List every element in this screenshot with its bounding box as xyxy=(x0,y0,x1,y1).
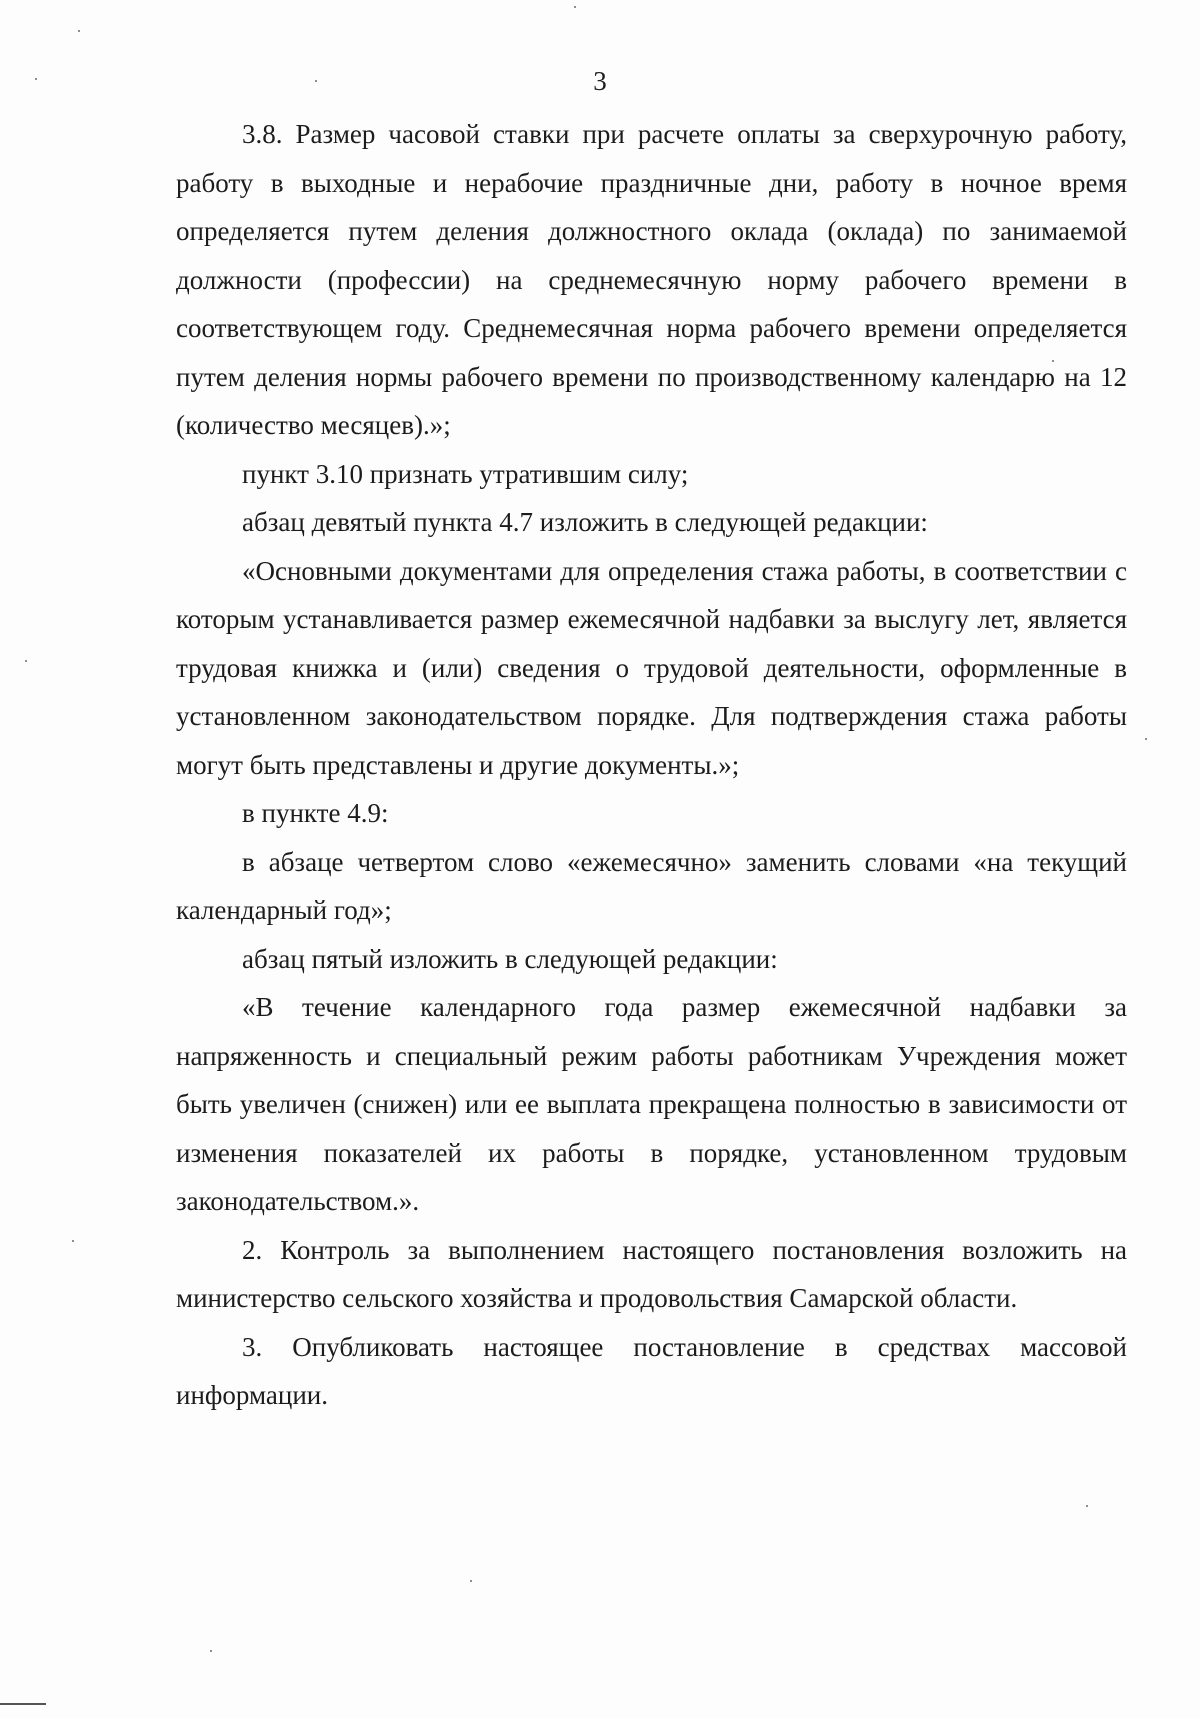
scan-noise-dot xyxy=(35,78,37,80)
paragraph-item-4-9-fourth: в абзаце четвертом слово «ежемесячно» заменить словами «на текущий календарный год»; xyxy=(176,846,1127,925)
paragraph-item-4-9-intro: в пункте 4.9: xyxy=(242,798,389,828)
scan-noise-dot xyxy=(72,1240,74,1242)
paragraph-control: 2. Контроль за выполнением настоящего постановления возложить на министерство сельского хозяйства и продовольствия Самарской области. xyxy=(176,1234,1127,1313)
scan-noise-dot xyxy=(1145,738,1147,740)
paragraph-publish: 3. Опубликовать настоящее постановление в средствах массовой информации. xyxy=(176,1331,1127,1410)
paragraph-item-3-10: пункт 3.10 признать утратившим силу; xyxy=(242,458,689,489)
paragraph-item-4-9-fifth-text: «В течение календарного года размер ежемесячной надбавки за напряженность и специальный режим работы работникам Учреждения может быть увеличен (снижен) или ее выплата прекращена полностью в зависимости от изменения показателей их работы в порядке, установленном трудовым законодательством.». xyxy=(176,992,1127,1216)
scan-noise-dot xyxy=(470,1580,472,1582)
scan-noise-dot xyxy=(78,30,80,32)
paragraph-item-4-7-text: «Основными документами для определения стажа работы, в соответствии с которым устанавливается размер ежемесячной надбавки за выслугу лет, является трудовая книжка и (или) сведения о трудовой деятельности, оформленные в установленном законодательством порядке. Для подтверждения стажа работы могут быть представлены и другие документы.»; xyxy=(176,555,1127,780)
paragraph-item-4-9-fifth-intro: абзац пятый изложить в следующей редакции: xyxy=(242,943,778,974)
scan-noise-dot xyxy=(25,660,27,662)
paragraph-item-4-7-intro: абзац девятый пункта 4.7 изложить в следующей редакции: xyxy=(242,507,928,537)
scan-noise-dot xyxy=(315,80,317,82)
scan-noise-dot xyxy=(210,1650,212,1652)
scan-noise-dot xyxy=(1052,360,1054,362)
document-body xyxy=(176,110,1127,1420)
paragraph-3-8: 3.8. Размер часовой ставки при расчете оплаты за сверхурочную работу, работу в выходные и нерабочие праздничные дни, работу в ночное время определяется путем деления должностного оклада (оклада) по занимаемой должности (профессии) на среднемесячную норму рабочего времени в соответствующем году. Среднемесячная норма рабочего времени определяется путем деления нормы рабочего времени по производственному календарю на 12 (количество месяцев).»; xyxy=(176,119,1127,440)
scan-noise-dot xyxy=(1086,1505,1088,1507)
scan-noise-dot xyxy=(574,6,576,8)
page-number: 3 xyxy=(593,66,607,96)
scan-edge-mark xyxy=(0,1703,46,1705)
